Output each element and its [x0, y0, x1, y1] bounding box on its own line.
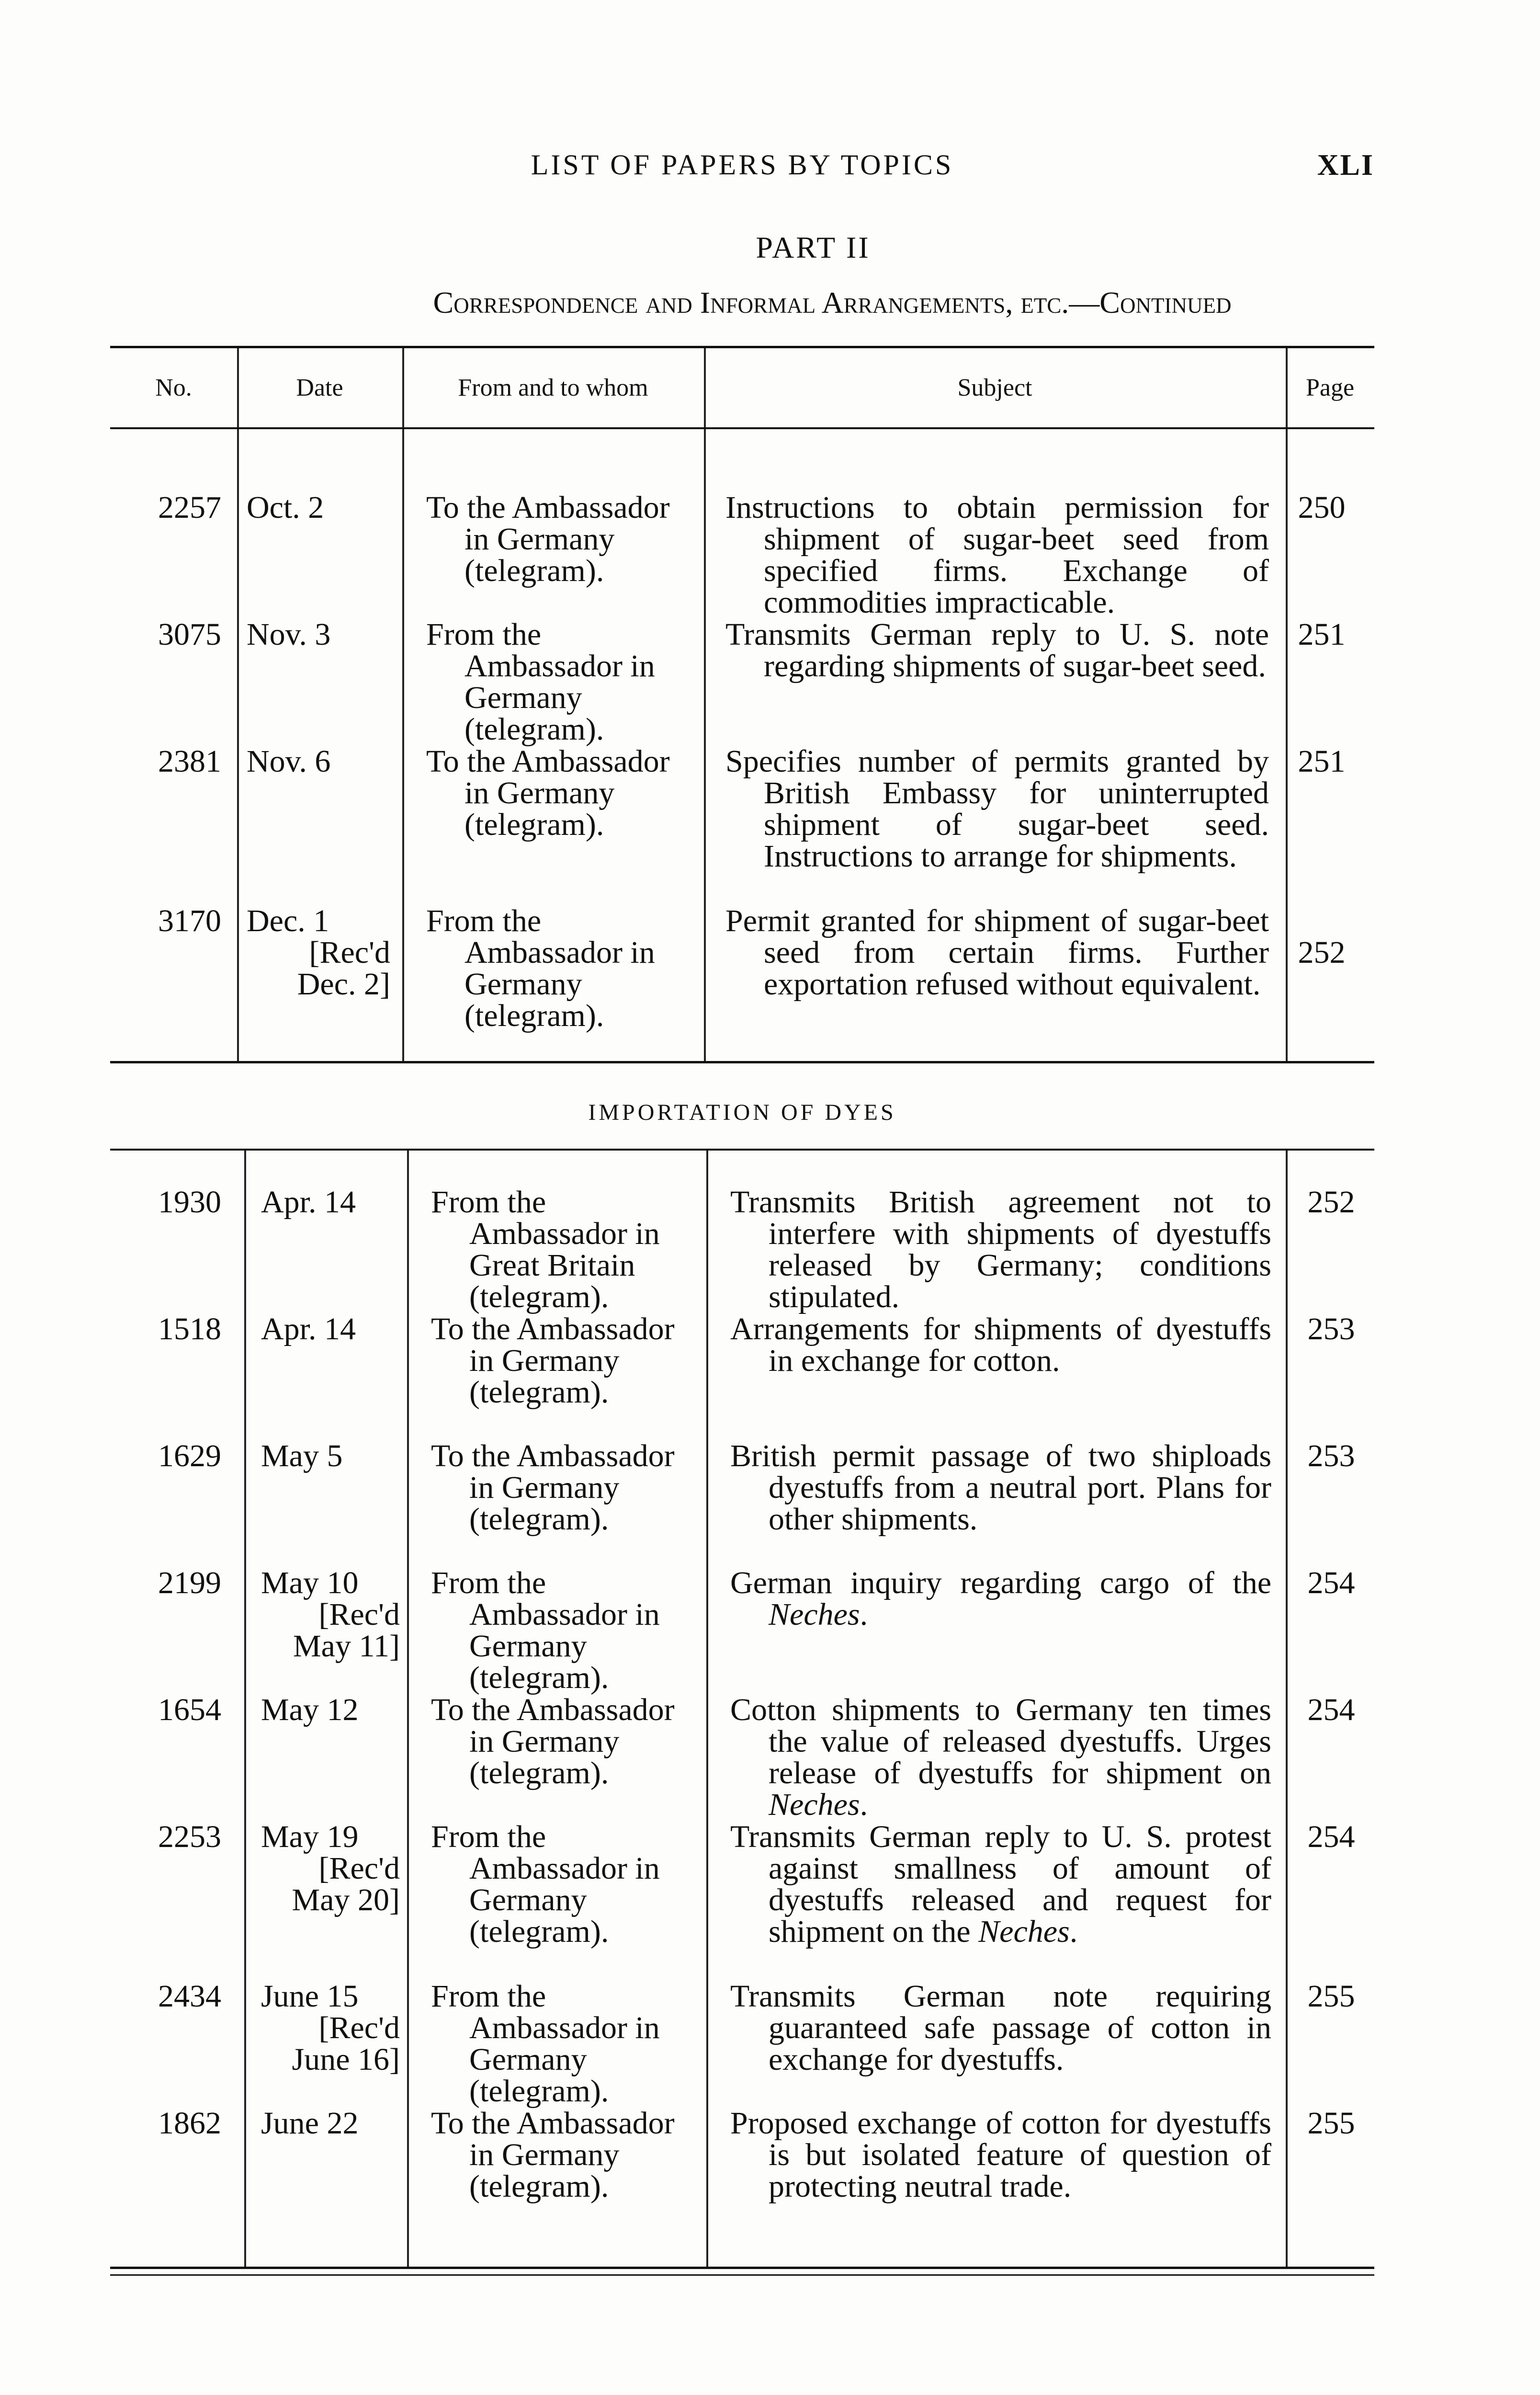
row-from — [426, 905, 694, 1032]
row-from — [431, 2108, 697, 2202]
row-date-received: [Rec'd May 11] — [293, 1597, 400, 1664]
row-from-text: To the Ambassador in Germany (telegram). — [426, 490, 670, 588]
ship-name: Neches — [769, 1787, 860, 1822]
row-page: 250 — [1298, 490, 1346, 525]
row-number: 1930 — [158, 1185, 221, 1220]
row-from-text: From the Ambassador in Germany (telegram). — [431, 1819, 660, 1949]
row-date — [261, 1186, 419, 1218]
row-from — [431, 1313, 697, 1408]
row-from — [431, 1440, 697, 1535]
running-title: LIST OF PAPERS BY TOPICS — [531, 149, 954, 181]
row-date — [261, 1981, 400, 2076]
row-subject — [730, 1440, 1271, 1535]
row-number: 1654 — [158, 1692, 221, 1727]
row-from-text: To the Ambassador in Germany (telegram). — [431, 1312, 675, 1410]
row-from — [431, 1821, 697, 1948]
row-date — [261, 1440, 419, 1472]
header-from: From and to whom — [458, 374, 648, 401]
row-number: 2434 — [158, 1979, 221, 2014]
row-date-main: May 12 — [261, 1692, 359, 1727]
column-divider — [704, 348, 706, 1061]
row-page: 255 — [1307, 1979, 1355, 2014]
row-page: 252 — [1298, 935, 1346, 970]
row-from — [431, 1186, 697, 1313]
row-page: 251 — [1298, 617, 1346, 652]
row-page: 252 — [1307, 1185, 1355, 1220]
row-subject — [730, 1567, 1271, 1631]
row-from-text: To the Ambassador in Germany (telegram). — [426, 744, 670, 842]
table-bottom-rule — [110, 1061, 1374, 1063]
row-subject-text: German inquiry regarding cargo of the Neches. — [730, 1565, 1271, 1632]
row-from — [431, 1694, 697, 1789]
row-subject — [730, 1313, 1271, 1377]
row-page: 255 — [1307, 2106, 1355, 2141]
row-number: 2253 — [158, 1819, 221, 1854]
row-subject-text: Transmits British agreement not to interfere with shipments of dyestuffs released by Germany; conditions stipulated. — [730, 1185, 1271, 1314]
row-date — [261, 1313, 419, 1345]
row-date-main: June 15 — [261, 1979, 359, 2014]
column-divider — [402, 348, 404, 1061]
header-date: Date — [296, 374, 343, 401]
row-from-text: To the Ambassador in Germany (telegram). — [431, 1692, 675, 1791]
row-subject-text: Instructions to obtain permission for shipment of sugar-beet seed from specified firms. Exchange of commodities impracticable. — [725, 490, 1269, 620]
row-date-main: Dec. 1 — [247, 903, 329, 938]
row-subject — [730, 2108, 1271, 2202]
row-date-received: [Rec'd Dec. 2] — [297, 935, 390, 1002]
row-number: 2199 — [158, 1565, 221, 1600]
row-number: 1518 — [158, 1312, 221, 1346]
page-number: XLI — [1317, 149, 1374, 182]
row-date-main: May 10 — [261, 1565, 359, 1600]
row-number: 3075 — [158, 617, 221, 652]
row-from-text: From the Ambassador in Germany (telegram). — [426, 903, 655, 1033]
row-subject-text: Permit granted for shipment of sugar-beet seed from certain firms. Further exportation refused without equivalent. — [725, 903, 1269, 1002]
row-number: 1629 — [158, 1438, 221, 1473]
row-from — [426, 619, 694, 745]
row-from — [431, 1567, 697, 1694]
row-from — [426, 492, 694, 587]
row-from-text: To the Ambassador in Germany (telegram). — [431, 1438, 675, 1537]
row-subject-text: Transmits German reply to U. S. protest against smallness of amount of dyestuffs released and request for shipment on the Neches. — [730, 1819, 1271, 1949]
topic-heading: IMPORTATION OF DYES — [588, 1100, 896, 1125]
row-date — [261, 1567, 400, 1662]
row-from-text: From the Ambassador in Great Britain (telegram). — [431, 1185, 660, 1314]
row-date-main: Apr. 14 — [261, 1185, 356, 1220]
header-page: Page — [1305, 374, 1355, 401]
row-date-main: Apr. 14 — [261, 1312, 356, 1346]
row-subject-text: Transmits German reply to U. S. note regarding shipments of sugar-beet seed. — [725, 617, 1269, 684]
row-page: 253 — [1307, 1312, 1355, 1346]
row-from — [431, 1981, 697, 2107]
row-subject-text: Specifies number of permits granted by British Embassy for uninterrupted shipment of sugar-beet seed. Instructions to arrange for shipments. — [725, 744, 1269, 874]
row-date — [261, 1694, 419, 1726]
row-subject-text: Cotton shipments to Germany ten times the value of released dyestuffs. Urges release of dyestuffs for shipment on Neches. — [730, 1692, 1271, 1822]
header-no: No. — [155, 374, 192, 401]
column-divider — [244, 1151, 246, 2267]
header-subject: Subject — [957, 374, 1032, 401]
row-date — [247, 746, 405, 777]
row-page: 253 — [1307, 1438, 1355, 1473]
row-from-text: From the Ambassador in Germany (telegram). — [431, 1979, 660, 2109]
row-page: 254 — [1307, 1819, 1355, 1854]
row-page: 254 — [1307, 1565, 1355, 1600]
row-number: 3170 — [158, 903, 221, 938]
section-title: Correspondence and Informal Arrangements, etc.—Continued — [433, 285, 1232, 319]
row-date — [247, 492, 405, 524]
column-divider — [706, 1151, 708, 2267]
table-dyes — [110, 1151, 1374, 2267]
row-subject — [730, 1981, 1271, 2076]
row-subject-text: British permit passage of two shiploads dyestuffs from a neutral port. Plans for other shipments. — [730, 1438, 1271, 1537]
row-from-text: To the Ambassador in Germany (telegram). — [431, 2106, 675, 2204]
row-subject — [725, 492, 1269, 618]
row-subject — [730, 1694, 1271, 1821]
row-number: 2257 — [158, 490, 221, 525]
row-subject-text: Arrangements for shipments of dyestuffs in exchange for cotton. — [730, 1312, 1271, 1378]
row-date-main: Nov. 6 — [247, 744, 331, 779]
row-date — [261, 1821, 400, 1916]
row-page: 251 — [1298, 744, 1346, 779]
table-sugar — [110, 348, 1374, 1061]
part-title: PART II — [756, 230, 871, 264]
row-from-text: From the Ambassador in Germany (telegram). — [431, 1565, 660, 1695]
running-head — [110, 148, 1374, 187]
row-date-main: June 22 — [261, 2106, 359, 2141]
row-date-main: May 5 — [261, 1438, 343, 1473]
row-number: 1862 — [158, 2106, 221, 2141]
ship-name: Neches — [769, 1597, 860, 1632]
column-divider — [237, 348, 239, 1061]
row-subject — [730, 1186, 1271, 1313]
row-date — [247, 905, 390, 1000]
row-from — [426, 746, 694, 841]
table-bottom-rule — [110, 2267, 1374, 2269]
row-subject — [725, 619, 1269, 682]
table-bottom-rule-double — [110, 2274, 1374, 2276]
row-date-received: [Rec'd May 20] — [292, 1851, 400, 1917]
row-date-main: Nov. 3 — [247, 617, 331, 652]
row-from-text: From the Ambassador in Germany (telegram). — [426, 617, 655, 747]
row-subject — [725, 905, 1269, 1000]
row-subject-text: Proposed exchange of cotton for dyestuffs is but isolated feature of question of protecting neutral trade. — [730, 2106, 1271, 2204]
row-date — [247, 619, 405, 650]
row-page: 254 — [1307, 1692, 1355, 1727]
row-number: 2381 — [158, 744, 221, 779]
header-rule — [110, 427, 1374, 429]
row-date-main: Oct. 2 — [247, 490, 324, 525]
row-date — [261, 2108, 419, 2139]
row-subject — [730, 1821, 1271, 1948]
row-subject — [725, 746, 1269, 872]
ship-name: Neches — [978, 1914, 1070, 1949]
row-subject-text: Transmits German note requiring guaranteed safe passage of cotton in exchange for dyestuffs. — [730, 1979, 1271, 2077]
row-date-received: [Rec'd June 16] — [292, 2010, 400, 2077]
row-date-main: May 19 — [261, 1819, 359, 1854]
